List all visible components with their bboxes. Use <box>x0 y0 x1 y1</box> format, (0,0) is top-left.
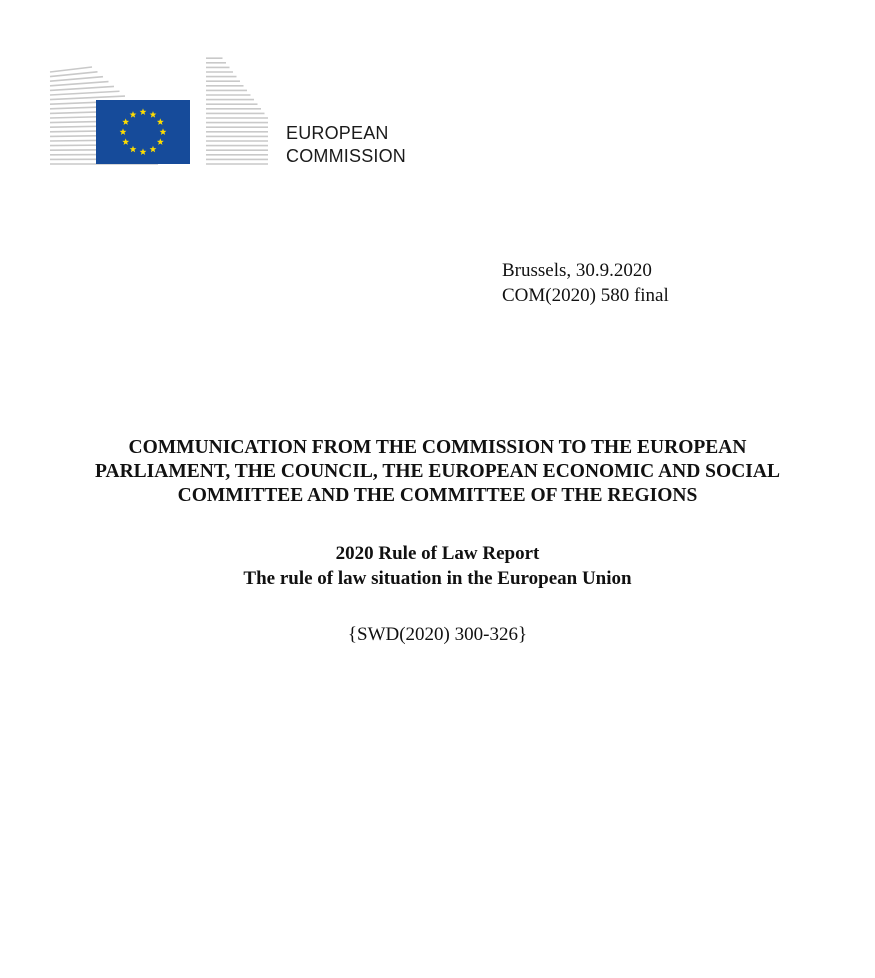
building-line <box>50 91 120 95</box>
european-commission-logo-icon <box>48 52 288 172</box>
report-subtitle: The rule of law situation in the European Union <box>243 568 632 589</box>
logo-graphic <box>48 52 288 172</box>
report-heading <box>40 541 835 591</box>
building-line <box>50 86 114 90</box>
staff-working-documents-reference: {SWD(2020) 300-326} <box>347 624 528 645</box>
place-and-date: Brussels, 30.9.2020 <box>502 260 652 281</box>
building-line <box>50 96 125 100</box>
organization-name <box>286 122 406 168</box>
building-line <box>50 67 92 72</box>
title-line-2: PARLIAMENT, THE COUNCIL, THE EUROPEAN ECONOMIC AND SOCIAL <box>95 461 780 482</box>
document-title <box>40 436 835 508</box>
organization-name-line-1: EUROPEAN <box>286 123 389 143</box>
building-line <box>50 82 109 86</box>
title-line-3: COMMITTEE AND THE COMMITTEE OF THE REGIONS <box>177 485 698 506</box>
building-line <box>50 77 103 82</box>
building-line <box>50 72 98 77</box>
document-reference: COM(2020) 580 final <box>502 285 669 306</box>
report-title: 2020 Rule of Law Report <box>335 543 540 564</box>
document-meta <box>502 258 669 308</box>
organization-name-line-2: COMMISSION <box>286 146 407 166</box>
title-line-1: COMMUNICATION FROM THE COMMISSION TO THE EUROPEAN <box>128 437 747 458</box>
